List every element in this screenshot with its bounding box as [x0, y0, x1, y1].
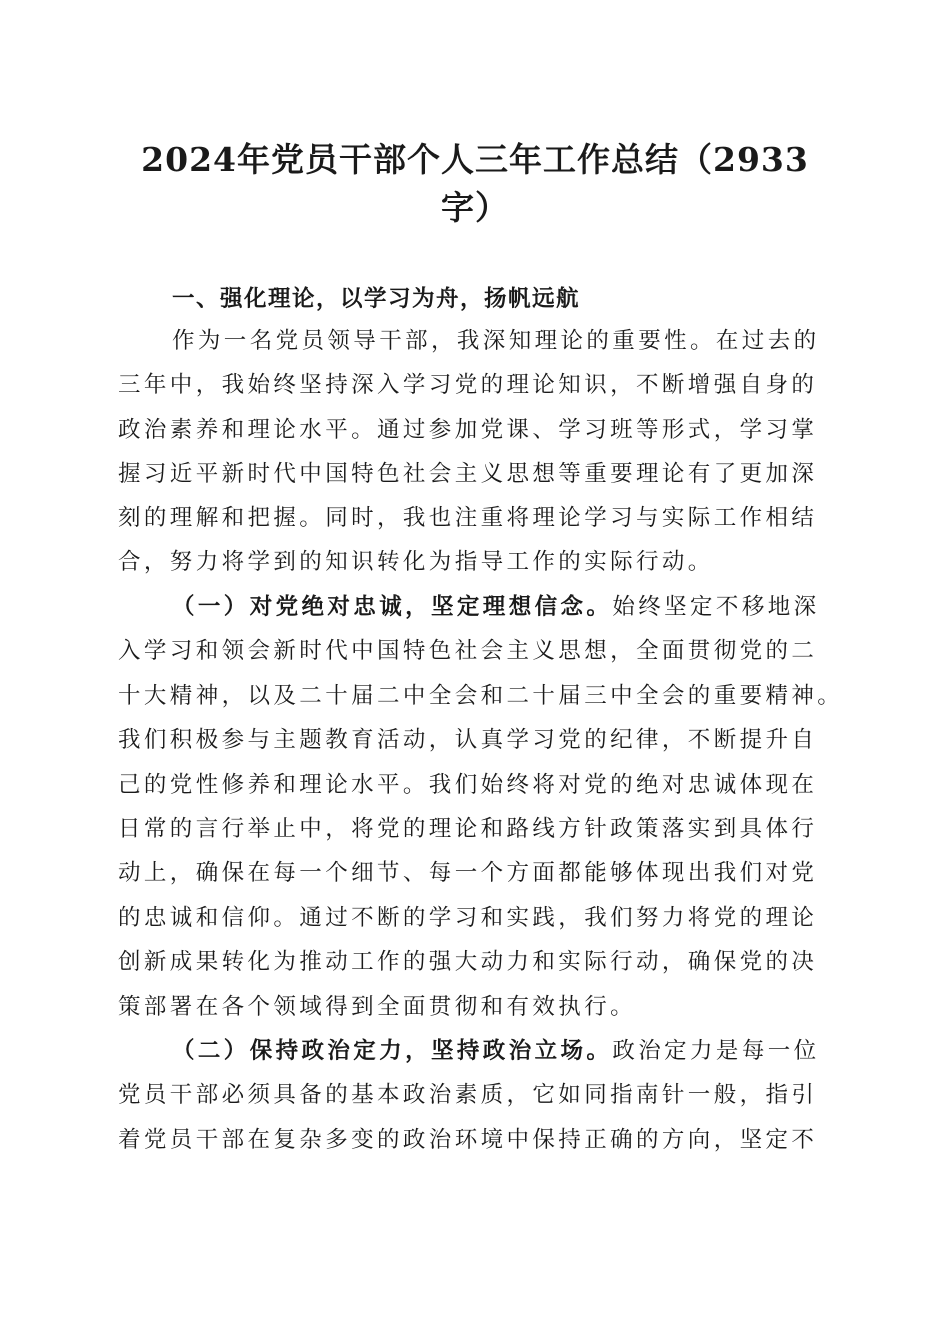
paragraph-first-line: [172, 1036, 832, 1066]
paragraph-text: 始终坚定不移地深: [612, 594, 820, 620]
paragraph-line: 刻的理解和把握。同时，我也注重将理论学习与实际工作相结: [118, 505, 818, 531]
paragraph-line: 动上，确保在每一个细节、每一个方面都能够体现出我们对党: [118, 860, 818, 886]
paragraph-line: 合，努力将学到的知识转化为指导工作的实际行动。: [118, 549, 714, 575]
paragraph-line: 策部署在各个领域得到全面贯彻和有效执行。: [118, 994, 637, 1020]
paragraph-line: 党员干部必须具备的基本政治素质，它如同指南针一般，指引: [118, 1082, 818, 1108]
paragraph-line: 入学习和领会新时代中国特色社会主义思想，全面贯彻党的二: [118, 638, 818, 664]
paragraph-lead: （一）对党绝对忠诚，坚定理想信念。: [172, 594, 613, 620]
paragraph-line: 政治素养和理论水平。通过参加党课、学习班等形式，学习掌: [118, 417, 818, 443]
paragraph-line: 作为一名党员领导干部，我深知理论的重要性。在过去的: [172, 328, 820, 354]
paragraph-line: 握习近平新时代中国特色社会主义思想等重要理论有了更加深: [118, 461, 818, 487]
paragraph-line: 我们积极参与主题教育活动，认真学习党的纪律，不断提升自: [118, 727, 818, 753]
paragraph-line: 三年中，我始终坚持深入学习党的理论知识，不断增强自身的: [118, 372, 818, 398]
section-heading: 一、强化理论，以学习为舟，扬帆远航: [172, 286, 581, 312]
paragraph-lead: （二）保持政治定力，坚持政治立场。: [172, 1038, 613, 1064]
paragraph-line: 着党员干部在复杂多变的政治环境中保持正确的方向，坚定不: [118, 1127, 818, 1153]
paragraph-line: 创新成果转化为推动工作的强大动力和实际行动，确保党的决: [118, 949, 818, 975]
paragraph-line: 己的党性修养和理论水平。我们始终将对党的绝对忠诚体现在: [118, 772, 818, 798]
paragraph-line: 日常的言行举止中，将党的理论和路线方针政策落实到具体行: [118, 816, 818, 842]
document-title-line1: 2024年党员干部个人三年工作总结（2933: [141, 140, 809, 179]
document-title-line2: 字）: [441, 188, 509, 227]
paragraph-line: 的忠诚和信仰。通过不断的学习和实践，我们努力将党的理论: [118, 905, 818, 931]
paragraph-first-line: [172, 592, 832, 622]
paragraph-text: 政治定力是每一位: [612, 1038, 820, 1064]
paragraph-line: 十大精神，以及二十届二中全会和二十届三中全会的重要精神。: [118, 683, 844, 709]
